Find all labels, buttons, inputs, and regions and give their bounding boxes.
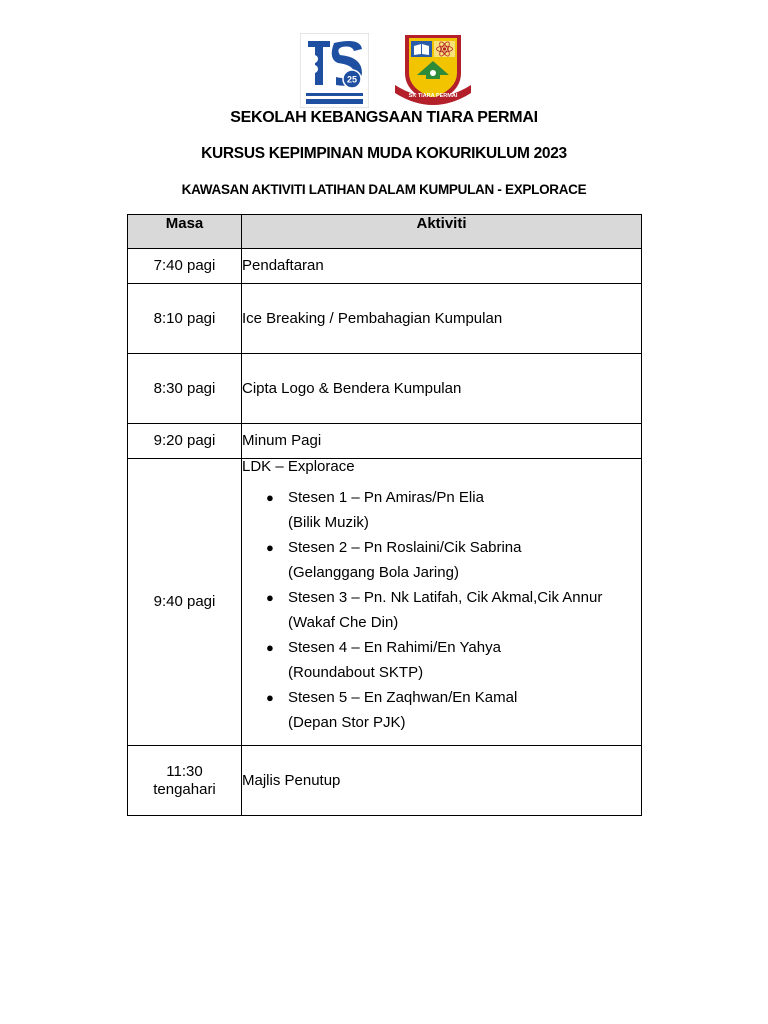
table-row [128, 249, 642, 284]
station-list [242, 485, 641, 735]
crest-banner-text: SK TIARA PERMAI [408, 93, 458, 99]
station-name: Stesen 4 – En Rahimi/En Yahya [288, 639, 501, 656]
bullet-icon: ● [266, 540, 274, 555]
station-place: (Bilik Muzik) [288, 514, 369, 531]
table-row [128, 459, 642, 746]
time-cell: 7:40 pagi [128, 249, 242, 284]
time-cell: 8:10 pagi [128, 284, 242, 354]
station-place: (Depan Stor PJK) [288, 714, 406, 731]
school-title: SEKOLAH KEBANGSAAN TIARA PERMAI [230, 109, 538, 126]
area-title: KAWASAN AKTIVITI LATIHAN DALAM KUMPULAN - EXPLORACE [181, 182, 587, 197]
list-item [242, 685, 641, 735]
header-time: Masa [128, 215, 242, 249]
activity-cell: Majlis Penutup [242, 746, 642, 816]
table-row [128, 746, 642, 816]
time-cell: 9:20 pagi [128, 424, 242, 459]
list-item [242, 485, 641, 535]
time-line-1: 11:30 [166, 762, 203, 780]
station-name: Stesen 5 – En Zaqhwan/En Kamal [288, 689, 518, 706]
course-title: KURSUS KEPIMPINAN MUDA KOKURIKULUM 2023 [201, 145, 567, 162]
activity-cell: Minum Pagi [242, 424, 642, 459]
list-item [242, 635, 641, 685]
station-place: (Roundabout SKTP) [288, 664, 424, 681]
school-crest-logo [393, 33, 473, 109]
activity-cell: Ice Breaking / Pembahagian Kumpulan [242, 284, 642, 354]
table-row [128, 354, 642, 424]
ts25-logo [300, 33, 369, 108]
explorace-heading: LDK – Explorace [242, 458, 355, 475]
station-name: Stesen 1 – Pn Amiras/Pn Elia [288, 489, 484, 506]
station-name: Stesen 2 – Pn Roslaini/Cik Sabrina [288, 539, 522, 556]
schedule-table [127, 214, 642, 816]
station-place: (Gelanggang Bola Jaring) [288, 564, 459, 581]
table-row [128, 284, 642, 354]
list-item [242, 585, 641, 635]
list-item [242, 535, 641, 585]
bullet-icon: ● [266, 590, 274, 605]
logo-bar [0, 33, 768, 109]
table-row [128, 424, 642, 459]
station-name: Stesen 3 – Pn. Nk Latifah, Cik Akmal,Cik Annur [288, 589, 603, 606]
table-header-row [128, 215, 642, 249]
bullet-icon: ● [266, 690, 274, 705]
bullet-icon: ● [266, 490, 274, 505]
time-cell: 9:40 pagi [128, 459, 242, 746]
activity-cell: Cipta Logo & Bendera Kumpulan [242, 354, 642, 424]
svg-text:25: 25 [346, 74, 358, 85]
time-cell: 8:30 pagi [128, 354, 242, 424]
header-activity: Aktiviti [242, 215, 642, 249]
activity-cell: Pendaftaran [242, 249, 642, 284]
activity-cell-explorace [242, 459, 642, 746]
bullet-icon: ● [266, 640, 274, 655]
time-line-2: tengahari [153, 780, 216, 798]
station-place: (Wakaf Che Din) [288, 614, 399, 631]
time-cell [128, 746, 242, 816]
